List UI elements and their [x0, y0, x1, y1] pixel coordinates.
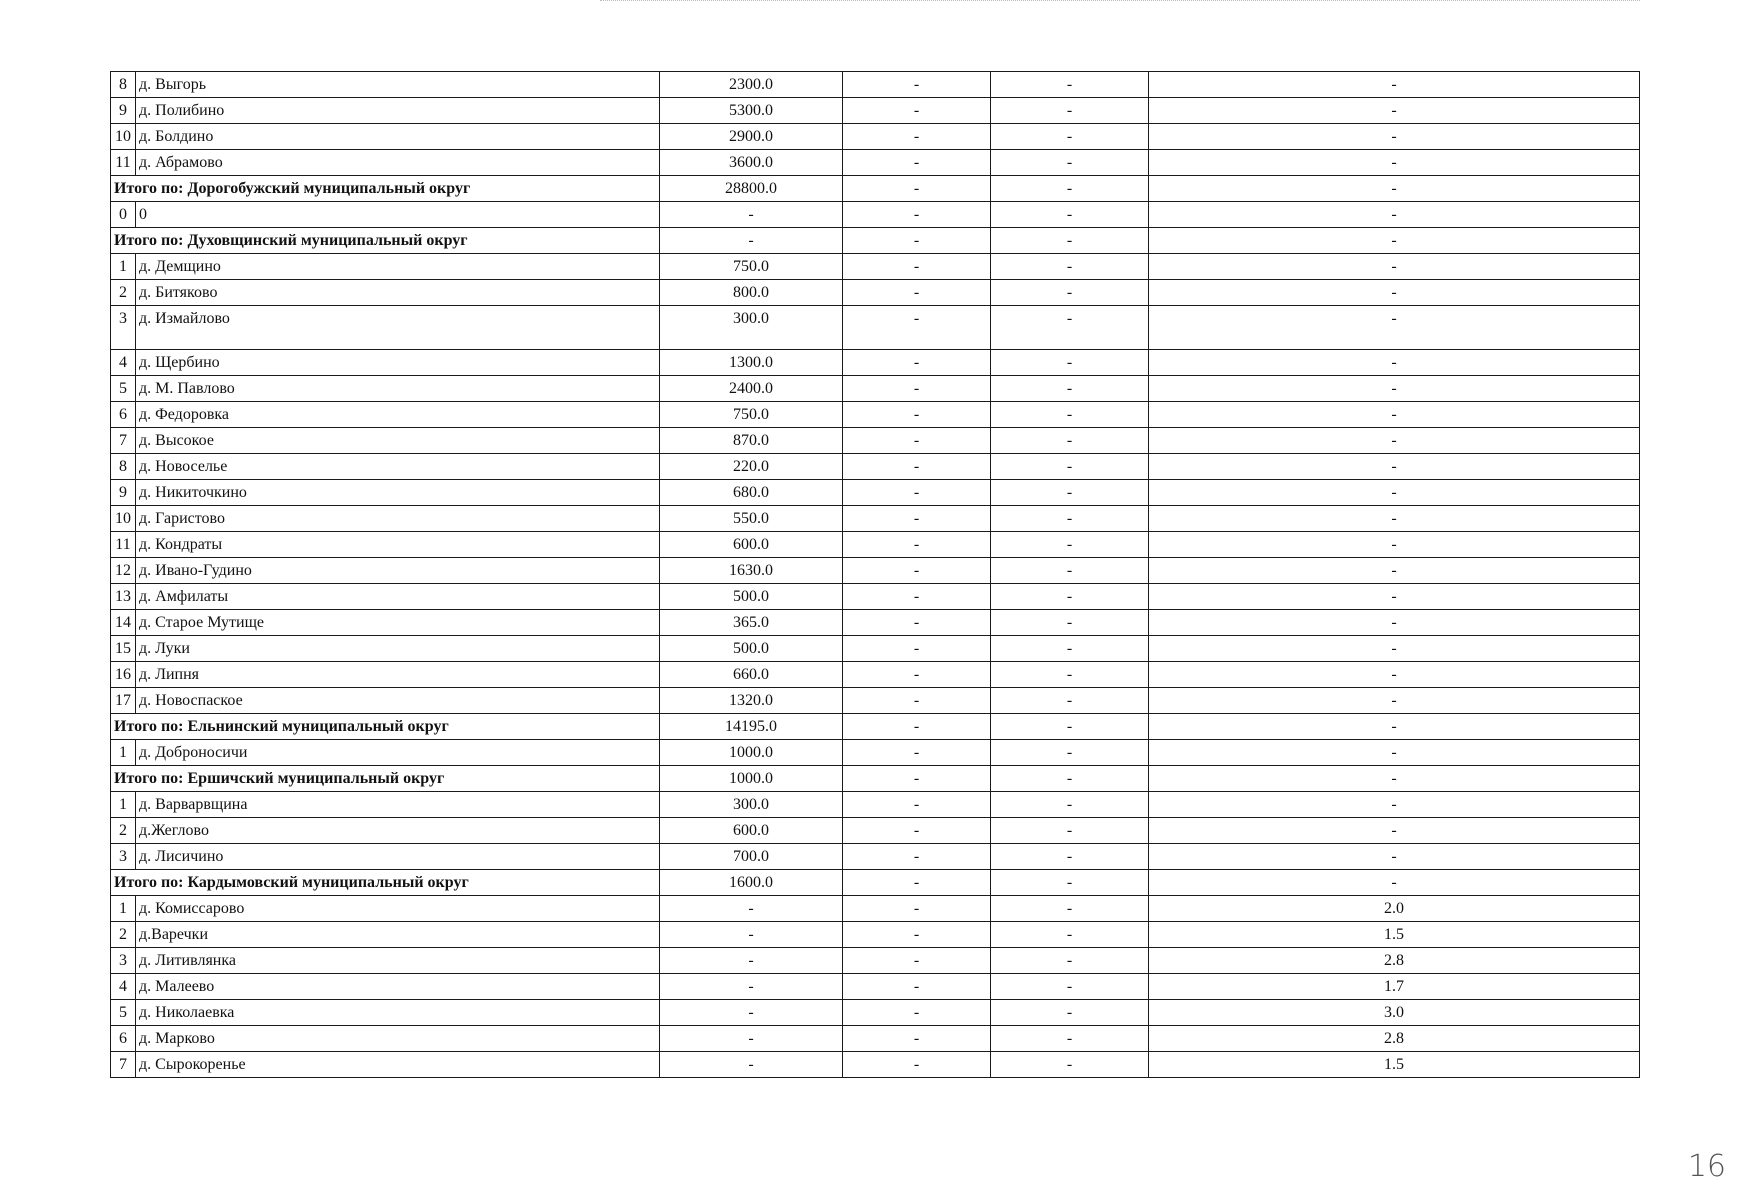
row-number: 2	[111, 280, 136, 306]
row-number: 8	[111, 72, 136, 98]
value-col-4: -	[1149, 766, 1640, 792]
value-col-2: -	[843, 740, 991, 766]
value-col-1: 600.0	[660, 818, 843, 844]
value-col-2: -	[843, 350, 991, 376]
value-col-3: -	[991, 1026, 1149, 1052]
value-col-1: -	[660, 922, 843, 948]
row-number: 4	[111, 974, 136, 1000]
value-col-1: 1000.0	[660, 740, 843, 766]
value-col-1: 500.0	[660, 636, 843, 662]
settlement-name: д. Сырокоренье	[136, 1052, 660, 1078]
value-col-4: -	[1149, 402, 1640, 428]
settlement-name: д. Луки	[136, 636, 660, 662]
value-col-3: -	[991, 228, 1149, 254]
row-number: 7	[111, 1052, 136, 1078]
value-col-4: -	[1149, 454, 1640, 480]
table-row	[111, 974, 1640, 1000]
table-row	[111, 428, 1640, 454]
row-number: 6	[111, 402, 136, 428]
total-row	[111, 870, 1640, 896]
value-col-1: 28800.0	[660, 176, 843, 202]
settlement-name: д.Варечки	[136, 922, 660, 948]
value-col-4: -	[1149, 98, 1640, 124]
settlements-table	[110, 71, 1640, 1078]
table-row	[111, 98, 1640, 124]
settlement-name: д. Измайлово	[136, 306, 660, 350]
table-row	[111, 844, 1640, 870]
total-row	[111, 766, 1640, 792]
settlement-name: д. Литивлянка	[136, 948, 660, 974]
value-col-2: -	[843, 610, 991, 636]
row-number: 1	[111, 896, 136, 922]
value-col-1: 2300.0	[660, 72, 843, 98]
settlements-table-body	[111, 72, 1640, 1078]
value-col-1: 3600.0	[660, 150, 843, 176]
settlement-name: д. Никиточкино	[136, 480, 660, 506]
table-row	[111, 662, 1640, 688]
value-col-3: -	[991, 792, 1149, 818]
value-col-3: -	[991, 844, 1149, 870]
row-number: 9	[111, 98, 136, 124]
value-col-3: -	[991, 124, 1149, 150]
value-col-1: 14195.0	[660, 714, 843, 740]
table-row	[111, 506, 1640, 532]
value-col-3: -	[991, 558, 1149, 584]
value-col-3: -	[991, 688, 1149, 714]
settlement-name: д. Выгорь	[136, 72, 660, 98]
table-row	[111, 740, 1640, 766]
row-number: 8	[111, 454, 136, 480]
value-col-2: -	[843, 176, 991, 202]
table-row	[111, 454, 1640, 480]
value-col-3: -	[991, 948, 1149, 974]
table-row	[111, 72, 1640, 98]
settlement-name: д. Новоселье	[136, 454, 660, 480]
settlement-name: д. Малеево	[136, 974, 660, 1000]
page-number: 16	[1687, 1149, 1726, 1184]
value-col-1: 870.0	[660, 428, 843, 454]
table-row	[111, 818, 1640, 844]
value-col-2: -	[843, 974, 991, 1000]
settlement-name: д. Варварвщина	[136, 792, 660, 818]
row-number: 3	[111, 306, 136, 350]
row-number: 5	[111, 1000, 136, 1026]
value-col-4: -	[1149, 280, 1640, 306]
value-col-2: -	[843, 870, 991, 896]
value-col-3: -	[991, 766, 1149, 792]
table-row	[111, 480, 1640, 506]
district-total-label: Итого по: Дорогобужский муниципальный округ	[111, 176, 660, 202]
value-col-4: 2.8	[1149, 948, 1640, 974]
row-number: 1	[111, 792, 136, 818]
value-col-1: 2900.0	[660, 124, 843, 150]
row-number: 4	[111, 350, 136, 376]
value-col-1: -	[660, 1000, 843, 1026]
table-row	[111, 584, 1640, 610]
value-col-3: -	[991, 480, 1149, 506]
value-col-2: -	[843, 150, 991, 176]
value-col-1: 300.0	[660, 792, 843, 818]
row-number: 15	[111, 636, 136, 662]
table-row	[111, 124, 1640, 150]
value-col-3: -	[991, 506, 1149, 532]
value-col-4: -	[1149, 306, 1640, 350]
row-number: 10	[111, 124, 136, 150]
row-number: 3	[111, 844, 136, 870]
table-row	[111, 150, 1640, 176]
settlement-name: д. Федоровка	[136, 402, 660, 428]
row-number: 3	[111, 948, 136, 974]
table-row	[111, 1000, 1640, 1026]
value-col-4: -	[1149, 228, 1640, 254]
value-col-4: -	[1149, 792, 1640, 818]
value-col-1: 1600.0	[660, 870, 843, 896]
row-number: 14	[111, 610, 136, 636]
row-number: 1	[111, 740, 136, 766]
settlement-name: д. Абрамово	[136, 150, 660, 176]
value-col-4: -	[1149, 662, 1640, 688]
value-col-1: 750.0	[660, 402, 843, 428]
value-col-1: -	[660, 228, 843, 254]
value-col-3: -	[991, 150, 1149, 176]
value-col-4: 3.0	[1149, 1000, 1640, 1026]
value-col-4: -	[1149, 610, 1640, 636]
value-col-3: -	[991, 714, 1149, 740]
table-row	[111, 376, 1640, 402]
value-col-2: -	[843, 818, 991, 844]
row-number: 11	[111, 532, 136, 558]
value-col-3: -	[991, 202, 1149, 228]
table-row	[111, 532, 1640, 558]
total-row	[111, 176, 1640, 202]
table-row	[111, 896, 1640, 922]
value-col-2: -	[843, 428, 991, 454]
value-col-3: -	[991, 176, 1149, 202]
value-col-2: -	[843, 584, 991, 610]
value-col-3: -	[991, 636, 1149, 662]
settlement-name: д. Комиссарово	[136, 896, 660, 922]
value-col-2: -	[843, 662, 991, 688]
value-col-2: -	[843, 636, 991, 662]
value-col-3: -	[991, 98, 1149, 124]
settlement-name: д. Демщино	[136, 254, 660, 280]
row-number: 13	[111, 584, 136, 610]
row-number: 2	[111, 818, 136, 844]
row-number: 9	[111, 480, 136, 506]
district-total-label: Итого по: Духовщинский муниципальный округ	[111, 228, 660, 254]
table-row	[111, 350, 1640, 376]
value-col-4: -	[1149, 558, 1640, 584]
value-col-4: -	[1149, 428, 1640, 454]
table-row	[111, 948, 1640, 974]
value-col-4: -	[1149, 688, 1640, 714]
value-col-3: -	[991, 870, 1149, 896]
value-col-4: -	[1149, 532, 1640, 558]
value-col-3: -	[991, 1052, 1149, 1078]
settlement-name: д. Болдино	[136, 124, 660, 150]
row-number: 16	[111, 662, 136, 688]
value-col-1: 1630.0	[660, 558, 843, 584]
total-row	[111, 228, 1640, 254]
value-col-4: -	[1149, 818, 1640, 844]
value-col-4: 1.7	[1149, 974, 1640, 1000]
value-col-2: -	[843, 532, 991, 558]
row-number: 10	[111, 506, 136, 532]
value-col-2: -	[843, 896, 991, 922]
table-row	[111, 558, 1640, 584]
value-col-1: 600.0	[660, 532, 843, 558]
value-col-2: -	[843, 1026, 991, 1052]
table-row	[111, 610, 1640, 636]
value-col-2: -	[843, 254, 991, 280]
value-col-1: 800.0	[660, 280, 843, 306]
value-col-1: 700.0	[660, 844, 843, 870]
value-col-1: 5300.0	[660, 98, 843, 124]
settlement-name: д. Гаристово	[136, 506, 660, 532]
value-col-3: -	[991, 454, 1149, 480]
district-total-label: Итого по: Ершичский муниципальный округ	[111, 766, 660, 792]
value-col-4: -	[1149, 480, 1640, 506]
value-col-4: -	[1149, 584, 1640, 610]
value-col-3: -	[991, 350, 1149, 376]
value-col-1: -	[660, 974, 843, 1000]
value-col-1: 1000.0	[660, 766, 843, 792]
value-col-2: -	[843, 402, 991, 428]
value-col-3: -	[991, 974, 1149, 1000]
value-col-1: -	[660, 202, 843, 228]
value-col-1: 1300.0	[660, 350, 843, 376]
value-col-4: -	[1149, 870, 1640, 896]
value-col-1: 220.0	[660, 454, 843, 480]
value-col-2: -	[843, 454, 991, 480]
value-col-2: -	[843, 558, 991, 584]
settlement-name: д. Полибино	[136, 98, 660, 124]
value-col-3: -	[991, 610, 1149, 636]
row-number: 2	[111, 922, 136, 948]
value-col-2: -	[843, 228, 991, 254]
value-col-3: -	[991, 280, 1149, 306]
value-col-4: 1.5	[1149, 1052, 1640, 1078]
settlement-name: д. Битяково	[136, 280, 660, 306]
table-row	[111, 254, 1640, 280]
value-col-2: -	[843, 202, 991, 228]
settlement-name: д. Кондраты	[136, 532, 660, 558]
settlement-name: д. М. Павлово	[136, 376, 660, 402]
value-col-2: -	[843, 1052, 991, 1078]
value-col-2: -	[843, 98, 991, 124]
value-col-1: -	[660, 1026, 843, 1052]
value-col-1: 660.0	[660, 662, 843, 688]
table-row	[111, 922, 1640, 948]
value-col-1: -	[660, 896, 843, 922]
settlement-name: д. Новоспаское	[136, 688, 660, 714]
settlement-name: д.Жеглово	[136, 818, 660, 844]
value-col-2: -	[843, 714, 991, 740]
value-col-4: 1.5	[1149, 922, 1640, 948]
value-col-2: -	[843, 766, 991, 792]
row-number: 17	[111, 688, 136, 714]
settlement-name: д. Высокое	[136, 428, 660, 454]
value-col-4: -	[1149, 714, 1640, 740]
value-col-3: -	[991, 922, 1149, 948]
value-col-2: -	[843, 506, 991, 532]
value-col-2: -	[843, 688, 991, 714]
value-col-1: -	[660, 948, 843, 974]
district-total-label: Итого по: Кардымовский муниципальный округ	[111, 870, 660, 896]
value-col-2: -	[843, 1000, 991, 1026]
value-col-4: -	[1149, 150, 1640, 176]
value-col-4: -	[1149, 72, 1640, 98]
table-row	[111, 280, 1640, 306]
value-col-4: -	[1149, 506, 1640, 532]
value-col-4: -	[1149, 844, 1640, 870]
value-col-1: 550.0	[660, 506, 843, 532]
table-row	[111, 402, 1640, 428]
value-col-4: -	[1149, 202, 1640, 228]
settlement-name: д. Ивано-Гудино	[136, 558, 660, 584]
row-number: 6	[111, 1026, 136, 1052]
value-col-4: -	[1149, 376, 1640, 402]
row-number: 1	[111, 254, 136, 280]
value-col-4: -	[1149, 740, 1640, 766]
value-col-3: -	[991, 428, 1149, 454]
value-col-4: -	[1149, 176, 1640, 202]
value-col-1: -	[660, 1052, 843, 1078]
row-number: 7	[111, 428, 136, 454]
table-row	[111, 202, 1640, 228]
value-col-1: 1320.0	[660, 688, 843, 714]
settlement-name: д. Марково	[136, 1026, 660, 1052]
value-col-4: -	[1149, 636, 1640, 662]
table-row	[111, 688, 1640, 714]
value-col-3: -	[991, 254, 1149, 280]
row-number: 11	[111, 150, 136, 176]
value-col-3: -	[991, 376, 1149, 402]
scan-artifact-line	[600, 0, 1640, 3]
settlement-name: д. Доброносичи	[136, 740, 660, 766]
value-col-4: 2.8	[1149, 1026, 1640, 1052]
settlement-name: д. Лисичино	[136, 844, 660, 870]
table-row	[111, 306, 1640, 350]
settlement-name: д. Николаевка	[136, 1000, 660, 1026]
value-col-2: -	[843, 922, 991, 948]
value-col-2: -	[843, 376, 991, 402]
value-col-2: -	[843, 72, 991, 98]
value-col-1: 365.0	[660, 610, 843, 636]
settlement-name: д. Старое Мутище	[136, 610, 660, 636]
table-row	[111, 1026, 1640, 1052]
value-col-1: 680.0	[660, 480, 843, 506]
value-col-2: -	[843, 280, 991, 306]
value-col-4: -	[1149, 254, 1640, 280]
value-col-2: -	[843, 480, 991, 506]
value-col-2: -	[843, 306, 991, 350]
value-col-2: -	[843, 792, 991, 818]
value-col-3: -	[991, 532, 1149, 558]
settlement-name: д. Щербино	[136, 350, 660, 376]
value-col-3: -	[991, 662, 1149, 688]
value-col-1: 2400.0	[660, 376, 843, 402]
settlement-name: д. Липня	[136, 662, 660, 688]
value-col-1: 500.0	[660, 584, 843, 610]
value-col-3: -	[991, 306, 1149, 350]
total-row	[111, 714, 1640, 740]
value-col-3: -	[991, 818, 1149, 844]
value-col-2: -	[843, 948, 991, 974]
value-col-2: -	[843, 124, 991, 150]
value-col-3: -	[991, 740, 1149, 766]
table-row	[111, 792, 1640, 818]
row-number: 0	[111, 202, 136, 228]
row-number: 12	[111, 558, 136, 584]
settlement-name: 0	[136, 202, 660, 228]
value-col-3: -	[991, 72, 1149, 98]
value-col-1: 750.0	[660, 254, 843, 280]
value-col-4: -	[1149, 124, 1640, 150]
value-col-3: -	[991, 402, 1149, 428]
table-row	[111, 1052, 1640, 1078]
value-col-3: -	[991, 1000, 1149, 1026]
settlement-name: д. Амфилаты	[136, 584, 660, 610]
value-col-1: 300.0	[660, 306, 843, 350]
value-col-4: -	[1149, 350, 1640, 376]
value-col-3: -	[991, 584, 1149, 610]
value-col-2: -	[843, 844, 991, 870]
district-total-label: Итого по: Ельнинский муниципальный округ	[111, 714, 660, 740]
value-col-4: 2.0	[1149, 896, 1640, 922]
row-number: 5	[111, 376, 136, 402]
value-col-3: -	[991, 896, 1149, 922]
table-row	[111, 636, 1640, 662]
